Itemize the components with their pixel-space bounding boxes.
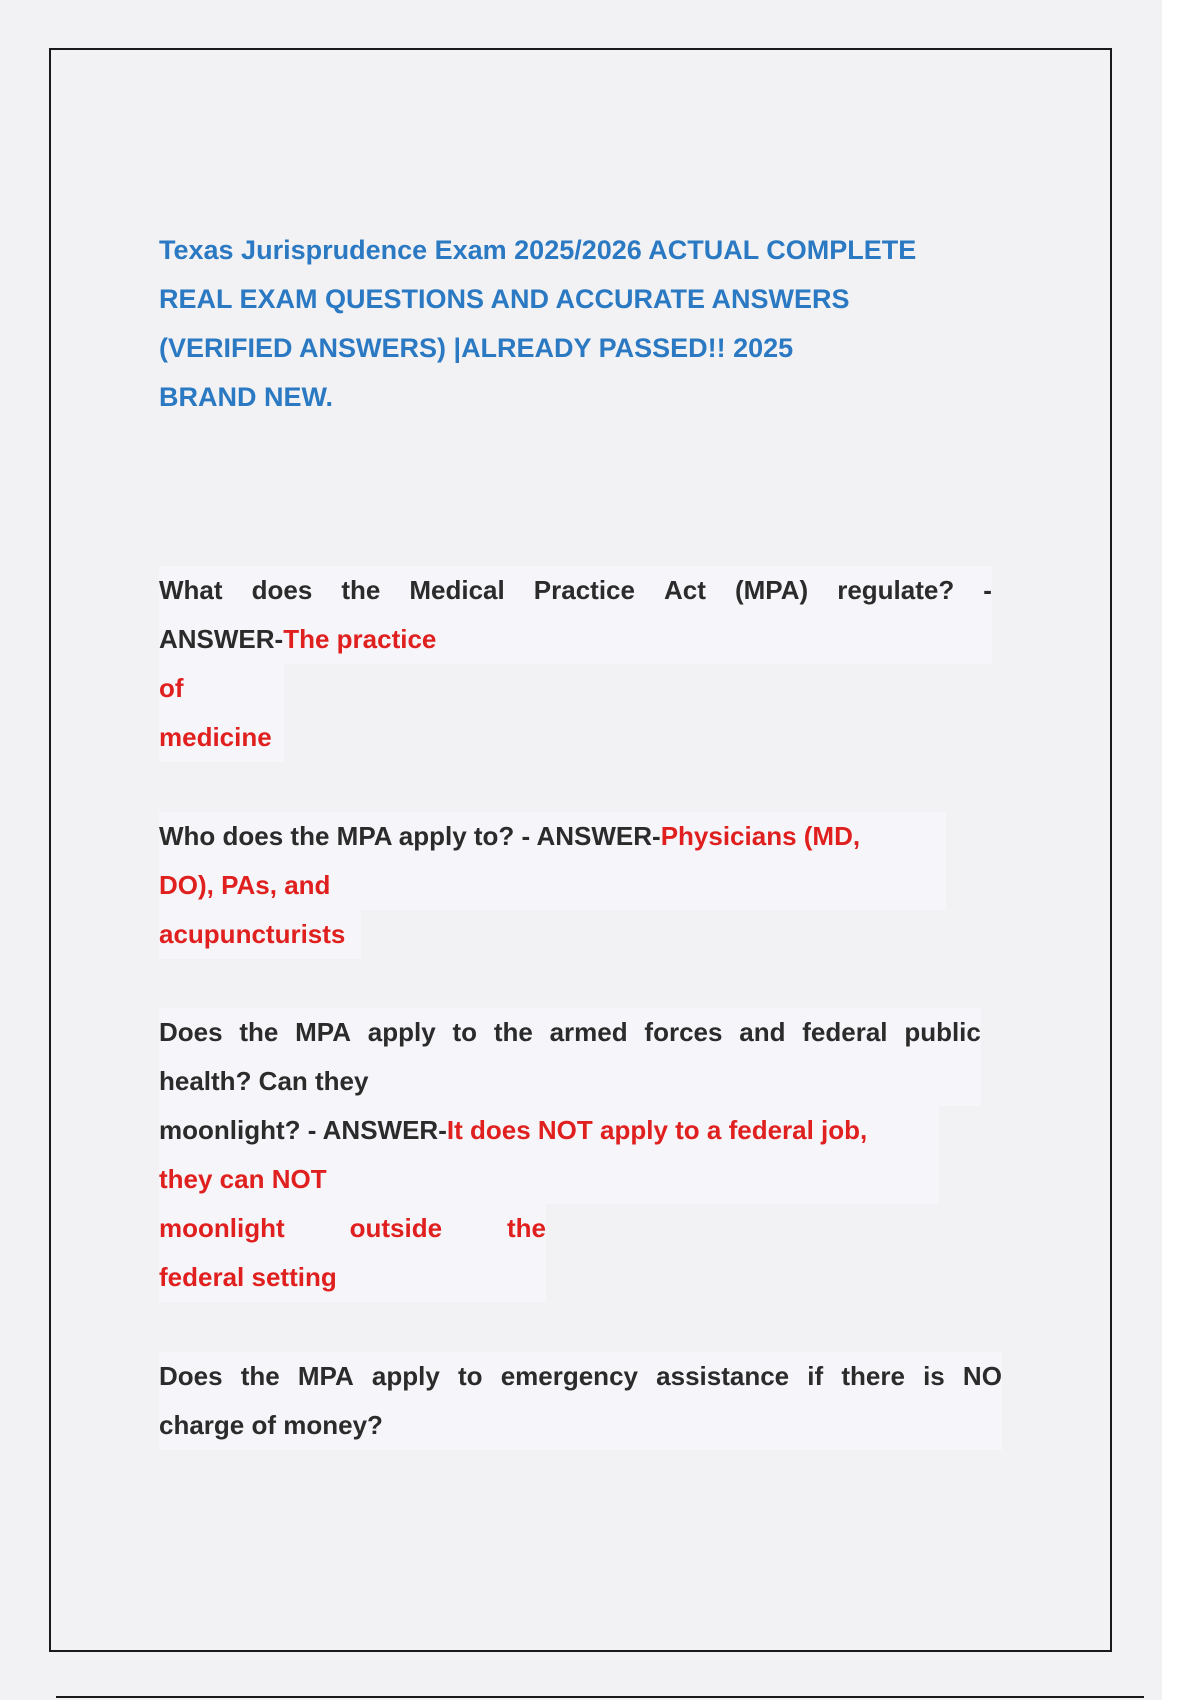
question-1-line-2	[159, 615, 992, 664]
word: the	[240, 1361, 280, 1391]
question-4-line-1	[159, 1352, 1002, 1401]
qa-item-4	[159, 1352, 1002, 1450]
question-3-line-2: health? Can they	[159, 1057, 981, 1106]
word: (MPA)	[734, 575, 809, 605]
word: Act	[664, 575, 706, 605]
word: assistance	[656, 1361, 790, 1391]
word: to	[457, 1361, 483, 1391]
answer-text: of	[159, 664, 284, 713]
word: if	[807, 1361, 824, 1391]
word: forces	[644, 1017, 723, 1047]
word: public	[904, 1017, 981, 1047]
word: outside	[349, 1213, 443, 1243]
page-divider	[56, 1696, 1144, 1698]
qa-item-2	[159, 812, 946, 959]
title-line: (VERIFIED ANSWERS) |ALREADY PASSED!! 2025	[159, 333, 794, 363]
word: apply	[367, 1017, 436, 1047]
answer-label: ANSWER-	[159, 624, 284, 654]
word: there	[841, 1361, 905, 1391]
word: armed	[549, 1017, 628, 1047]
question-4-line-2: charge of money?	[159, 1401, 1002, 1450]
answer-text: DO), PAs, and	[159, 861, 946, 910]
answer-label: ANSWER-	[322, 1115, 447, 1145]
word: apply	[371, 1361, 440, 1391]
answer-label: ANSWER-	[536, 821, 661, 851]
word: Does	[159, 1361, 223, 1391]
word: the	[239, 1017, 279, 1047]
question-text: Who does the MPA apply to? -	[159, 821, 537, 851]
question-1-line-1	[159, 566, 992, 615]
word: What	[159, 575, 223, 605]
answer-text: Physicians (MD,	[660, 821, 861, 851]
question-3-line-3	[159, 1106, 939, 1155]
title-line: BRAND NEW.	[159, 382, 333, 412]
answer-text: medicine	[159, 713, 284, 762]
title-line: REAL EXAM QUESTIONS AND ACCURATE ANSWERS	[159, 284, 850, 314]
word: emergency	[500, 1361, 638, 1391]
answer-text: acupuncturists	[159, 910, 361, 959]
word: and	[739, 1017, 786, 1047]
question-text: moonlight? -	[159, 1115, 323, 1145]
word: MPA	[297, 1361, 354, 1391]
word: the	[341, 575, 381, 605]
word: does	[251, 575, 313, 605]
document-title	[159, 226, 979, 422]
word: regulate?	[837, 575, 955, 605]
word: to	[452, 1017, 478, 1047]
title-line: Texas Jurisprudence Exam 2025/2026 ACTUAL COMPLETE	[159, 235, 917, 265]
word: Practice	[533, 575, 635, 605]
answer-text: The practice	[283, 624, 437, 654]
qa-item-1	[159, 566, 992, 762]
word: -	[983, 575, 992, 605]
word: MPA	[295, 1017, 351, 1047]
answer-text: they can NOT	[159, 1155, 939, 1204]
word: Does	[159, 1017, 223, 1047]
answer-line	[159, 1204, 546, 1253]
question-2-line-1	[159, 812, 946, 861]
word: NO	[962, 1361, 1002, 1391]
question-3-line-1	[159, 1008, 981, 1057]
word: the	[507, 1213, 546, 1243]
word: is	[923, 1361, 945, 1391]
word: moonlight	[159, 1213, 285, 1243]
qa-item-3	[159, 1008, 981, 1302]
word: Medical	[409, 575, 505, 605]
page-margin-strip	[1162, 0, 1200, 1700]
answer-text: It does NOT apply to a federal job,	[446, 1115, 868, 1145]
word: federal	[802, 1017, 888, 1047]
word: the	[493, 1017, 533, 1047]
answer-text: federal setting	[159, 1253, 546, 1302]
